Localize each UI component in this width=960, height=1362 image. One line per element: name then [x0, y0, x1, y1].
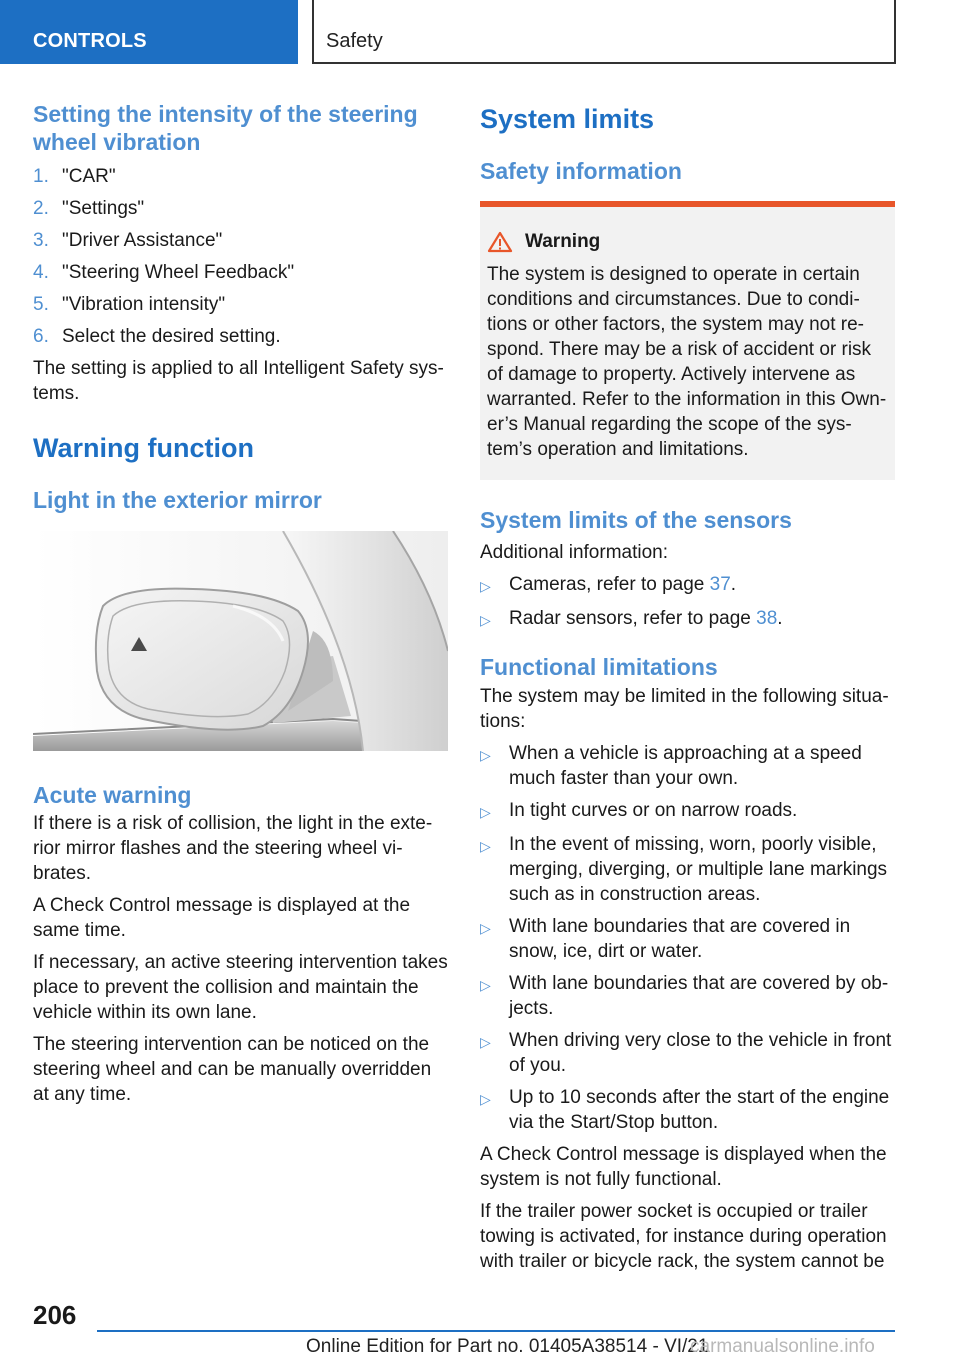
page-link[interactable]: 38 [756, 608, 778, 629]
list-item [480, 606, 895, 633]
triangle-bullet-icon: ▷ [480, 578, 491, 594]
step-number: 5. [33, 294, 49, 315]
step-text: "Vibration intensity" [62, 294, 226, 315]
edition-info: Online Edition for Part no. 01405A38514 - VI/21 [306, 1336, 709, 1357]
limitation-text: When driving very close to the vehicle in front of you. [509, 1030, 892, 1076]
list-item [480, 1028, 895, 1078]
list-item [33, 260, 448, 285]
step-text: "CAR" [62, 166, 116, 187]
list-item [480, 798, 895, 825]
acute-warning-heading: Acute warning [33, 782, 192, 808]
list-item [480, 914, 895, 964]
right-column [480, 100, 895, 1274]
list-item [480, 741, 895, 791]
limitation-text: Up to 10 seconds after the start of the engine via the Start/Stop button. [509, 1087, 890, 1133]
sensor-item-text: Cameras, refer to page [509, 574, 710, 595]
step-number: 1. [33, 166, 49, 187]
sensor-item-suffix: . [730, 574, 737, 595]
step-text: "Settings" [62, 198, 145, 219]
step-number: 4. [33, 262, 49, 283]
list-item [33, 164, 448, 189]
system-limits-heading: System limits [480, 104, 655, 134]
warning-triangle-icon [487, 231, 513, 253]
triangle-bullet-icon: ▷ [480, 1034, 491, 1050]
page-link[interactable]: 37 [709, 574, 731, 595]
triangle-bullet-icon: ▷ [480, 977, 491, 993]
step-number: 2. [33, 198, 49, 219]
warning-function-heading: Warning function [33, 433, 254, 463]
acute-paragraph: If necessary, an active steering intervention takes place to prevent the collision and maintain the vehicle within its own lane. [33, 952, 448, 1023]
functional-intro: The system may be limited in the following situations: [480, 686, 889, 732]
steps-list [33, 164, 448, 349]
acute-paragraph: The steering intervention can be noticed on the steering wheel and can be manually overridden at any time. [33, 1034, 432, 1105]
triangle-bullet-icon: ▷ [480, 1091, 491, 1107]
triangle-bullet-icon: ▷ [480, 838, 491, 854]
functional-limitations-heading: Functional limitations [480, 654, 718, 680]
triangle-bullet-icon: ▷ [480, 804, 491, 820]
page-header-title [312, 0, 896, 64]
triangle-bullet-icon: ▷ [480, 747, 491, 763]
acute-paragraph: If there is a risk of collision, the light in the exterior mirror flashes and the steering wheel vibrates. [33, 813, 433, 884]
list-item [33, 292, 448, 317]
sensor-list [480, 572, 895, 633]
list-item [33, 196, 448, 221]
closing-paragraph: If the trailer power socket is occupied or trailer towing is activated, for instance during operation with trailer or bicycle rack, the system cannot be [480, 1201, 887, 1272]
acute-paragraph: A Check Control message is displayed at the same time. [33, 895, 411, 941]
safety-info-heading: Safety information [480, 158, 682, 184]
setting-note: The setting is applied to all Intelligent Safety systems. [33, 358, 444, 404]
closing-paragraph: A Check Control message is displayed when the system is not fully functional. [480, 1144, 887, 1190]
list-item [480, 572, 895, 599]
section-label: CONTROLS [33, 30, 147, 52]
step-number: 3. [33, 230, 49, 251]
step-text: "Driver Assistance" [62, 230, 223, 251]
list-item [480, 1085, 895, 1135]
section-tab [0, 0, 298, 64]
sensor-item-text: Radar sensors, refer to page [509, 608, 757, 629]
warning-label: Warning [525, 231, 601, 252]
limitation-text: With lane boundaries that are covered by objects. [509, 973, 889, 1019]
triangle-bullet-icon: ▷ [480, 920, 491, 936]
warning-text: The system is designed to operate in certain conditions and circumstances. Due to conditions or other factors, the system may not respond. There may be a risk of accident or risk of damage to property. Actively intervene as warranted. Refer to the information in this Owner’s Manual regarding the scope of the system’s operation and limitations. [487, 264, 887, 460]
triangle-bullet-icon: ▷ [480, 612, 491, 628]
step-text: Select the desired setting. [62, 326, 281, 347]
list-item [33, 228, 448, 253]
vibration-heading: Setting the intensity of the steering wheel vibration [33, 101, 418, 155]
step-number: 6. [33, 326, 49, 347]
warning-header [487, 229, 887, 254]
list-item [480, 832, 895, 907]
limitation-text: With lane boundaries that are covered in snow, ice, dirt or water. [509, 916, 851, 962]
list-item [480, 971, 895, 1021]
limitation-text: In the event of missing, worn, poorly visible, merging, diverging, or multiple lane markings such as in construction areas. [509, 834, 888, 905]
limitation-text: In tight curves or on narrow roads. [509, 800, 798, 821]
watermark: carmanualsonline.info [690, 1336, 875, 1357]
additional-info: Additional information: [480, 542, 668, 563]
mirror-illustration [33, 531, 448, 751]
step-text: "Steering Wheel Feedback" [62, 262, 295, 283]
limitations-list [480, 741, 895, 1135]
limitation-text: When a vehicle is approaching at a speed much faster than your own. [509, 743, 862, 789]
page-number: 206 [33, 1300, 77, 1330]
chapter-title: Safety [326, 30, 383, 52]
footer-divider [97, 1330, 895, 1332]
left-column [33, 100, 448, 1107]
sensors-heading: System limits of the sensors [480, 507, 792, 533]
light-heading: Light in the exterior mirror [33, 487, 322, 513]
list-item [33, 324, 448, 349]
warning-box [480, 201, 895, 480]
sensor-item-suffix: . [777, 608, 783, 629]
